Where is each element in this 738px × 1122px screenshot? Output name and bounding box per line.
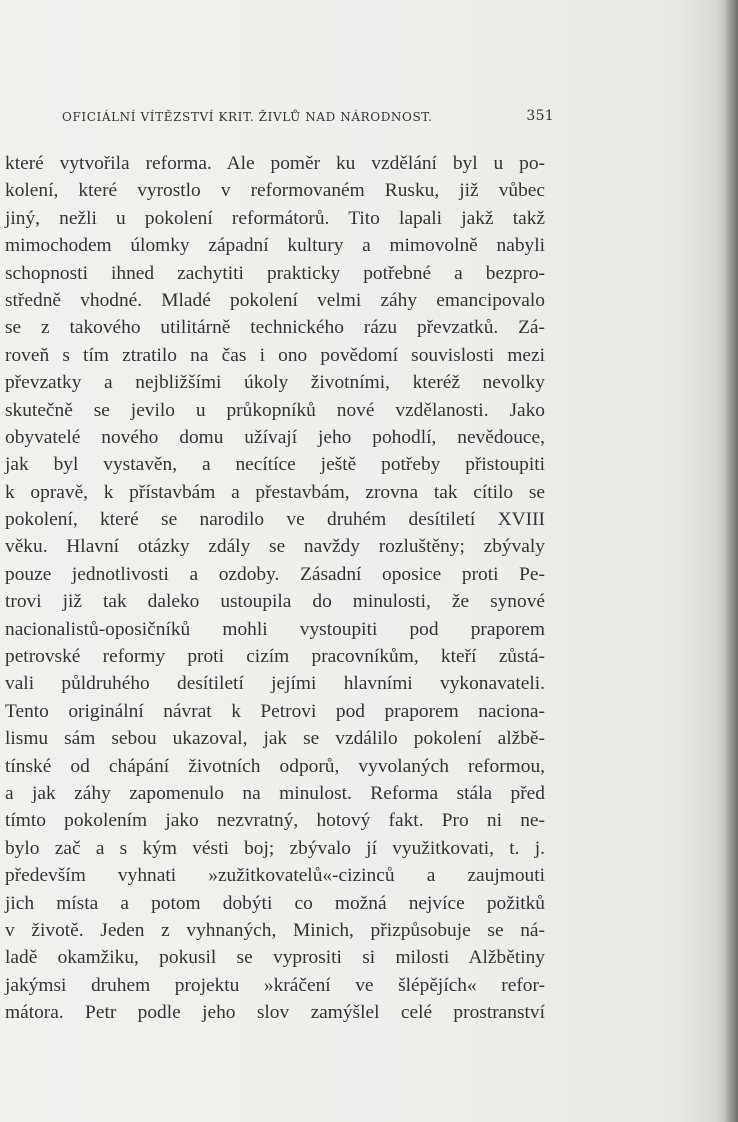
text-line: k opravě, k přístavbám a přestavbám, zrovna tak cítilo se [5, 481, 545, 503]
page-gutter-shadow [724, 0, 738, 1122]
page-number: 351 [526, 108, 554, 124]
text-line: kolení, které vyrostlo v reformovaném Rusku, již vůbec [5, 180, 545, 202]
text-line: mátora. Petr podle jeho slov zamýšlel celé prostranství [5, 1002, 545, 1024]
text-line: se z takového utilitárně technického rázu převzatků. Zá- [5, 317, 545, 339]
text-line: převzatky a nejbližšími úkoly životními, kteréž nevolky [5, 372, 545, 394]
text-line: tínské od chápání životních odporů, vyvolaných reformou, [5, 755, 545, 777]
text-line: tímto pokolením jako nezvratný, hotový fakt. Pro ni ne- [5, 810, 545, 832]
text-line: věku. Hlavní otázky zdály se navždy rozluštěny; zbývaly [5, 536, 545, 558]
text-line: pouze jednotlivosti a ozdoby. Zásadní oposice proti Pe- [5, 563, 545, 585]
text-line: ladě okamžiku, pokusil se vyprositi si milosti Alžbětiny [5, 947, 545, 969]
text-line: mimochodem úlomky západní kultury a mimovolně nabyli [5, 235, 545, 257]
running-header [62, 106, 554, 130]
text-line: bylo zač a s kým vésti boj; zbývalo jí využitkovati, t. j. [5, 837, 545, 859]
text-line: jakýmsi druhem projektu »kráčení ve šlépějích« refor- [5, 974, 545, 996]
text-line: petrovské reformy proti cizím pracovníkům, kteří zůstá- [5, 646, 545, 668]
text-line: schopnosti ihned zachytiti prakticky potřebné a bezpro- [5, 262, 545, 284]
text-line: skutečně se jevilo u průkopníků nové vzdělanosti. Jako [5, 399, 545, 421]
text-line: středně vhodné. Mladé pokolení velmi záhy emancipovalo [5, 289, 545, 311]
text-line: především vyhnati »zužitkovatelů«-cizinců a zaujmouti [5, 865, 545, 887]
text-line: jak byl vystavěn, a necítíce ještě potřeby přistoupiti [5, 454, 545, 476]
text-line: trovi již tak daleko ustoupila do minulosti, že synové [5, 591, 545, 613]
text-line: nacionalistů-oposičníků mohli vystoupiti pod praporem [5, 618, 545, 640]
text-line: obyvatelé nového domu užívají jeho pohodlí, nevědouce, [5, 426, 545, 448]
text-line: lismu sám sebou ukazoval, jak se vzdálilo pokolení alžbě- [5, 728, 545, 750]
body-text [5, 150, 545, 1027]
running-header-title: OFICIÁLNÍ VÍTĚZSTVÍ KRIT. ŽIVLŮ NAD NÁRODNOST. [62, 110, 433, 124]
text-line: vali půldruhého desítiletí jejími hlavními vykonavateli. [5, 673, 545, 695]
text-line: jiný, nežli u pokolení reformátorů. Tito lapali jakž takž [5, 207, 545, 229]
text-line: roveň s tím ztratilo na čas i ono povědomí souvislosti mezi [5, 344, 545, 366]
text-line: a jak záhy zapomenulo na minulost. Reforma stála před [5, 782, 545, 804]
text-line: jich místa a potom dobýti co možná nejvíce požitků [5, 892, 545, 914]
text-line: Tento originální návrat k Petrovi pod praporem naciona- [5, 700, 545, 722]
text-line: které vytvořila reforma. Ale poměr ku vzdělání byl u po- [5, 153, 545, 174]
text-line: v životě. Jeden z vyhnaných, Minich, přizpůsobuje se ná- [5, 919, 545, 941]
text-line: pokolení, které se narodilo ve druhém desítiletí XVIII [5, 509, 545, 531]
